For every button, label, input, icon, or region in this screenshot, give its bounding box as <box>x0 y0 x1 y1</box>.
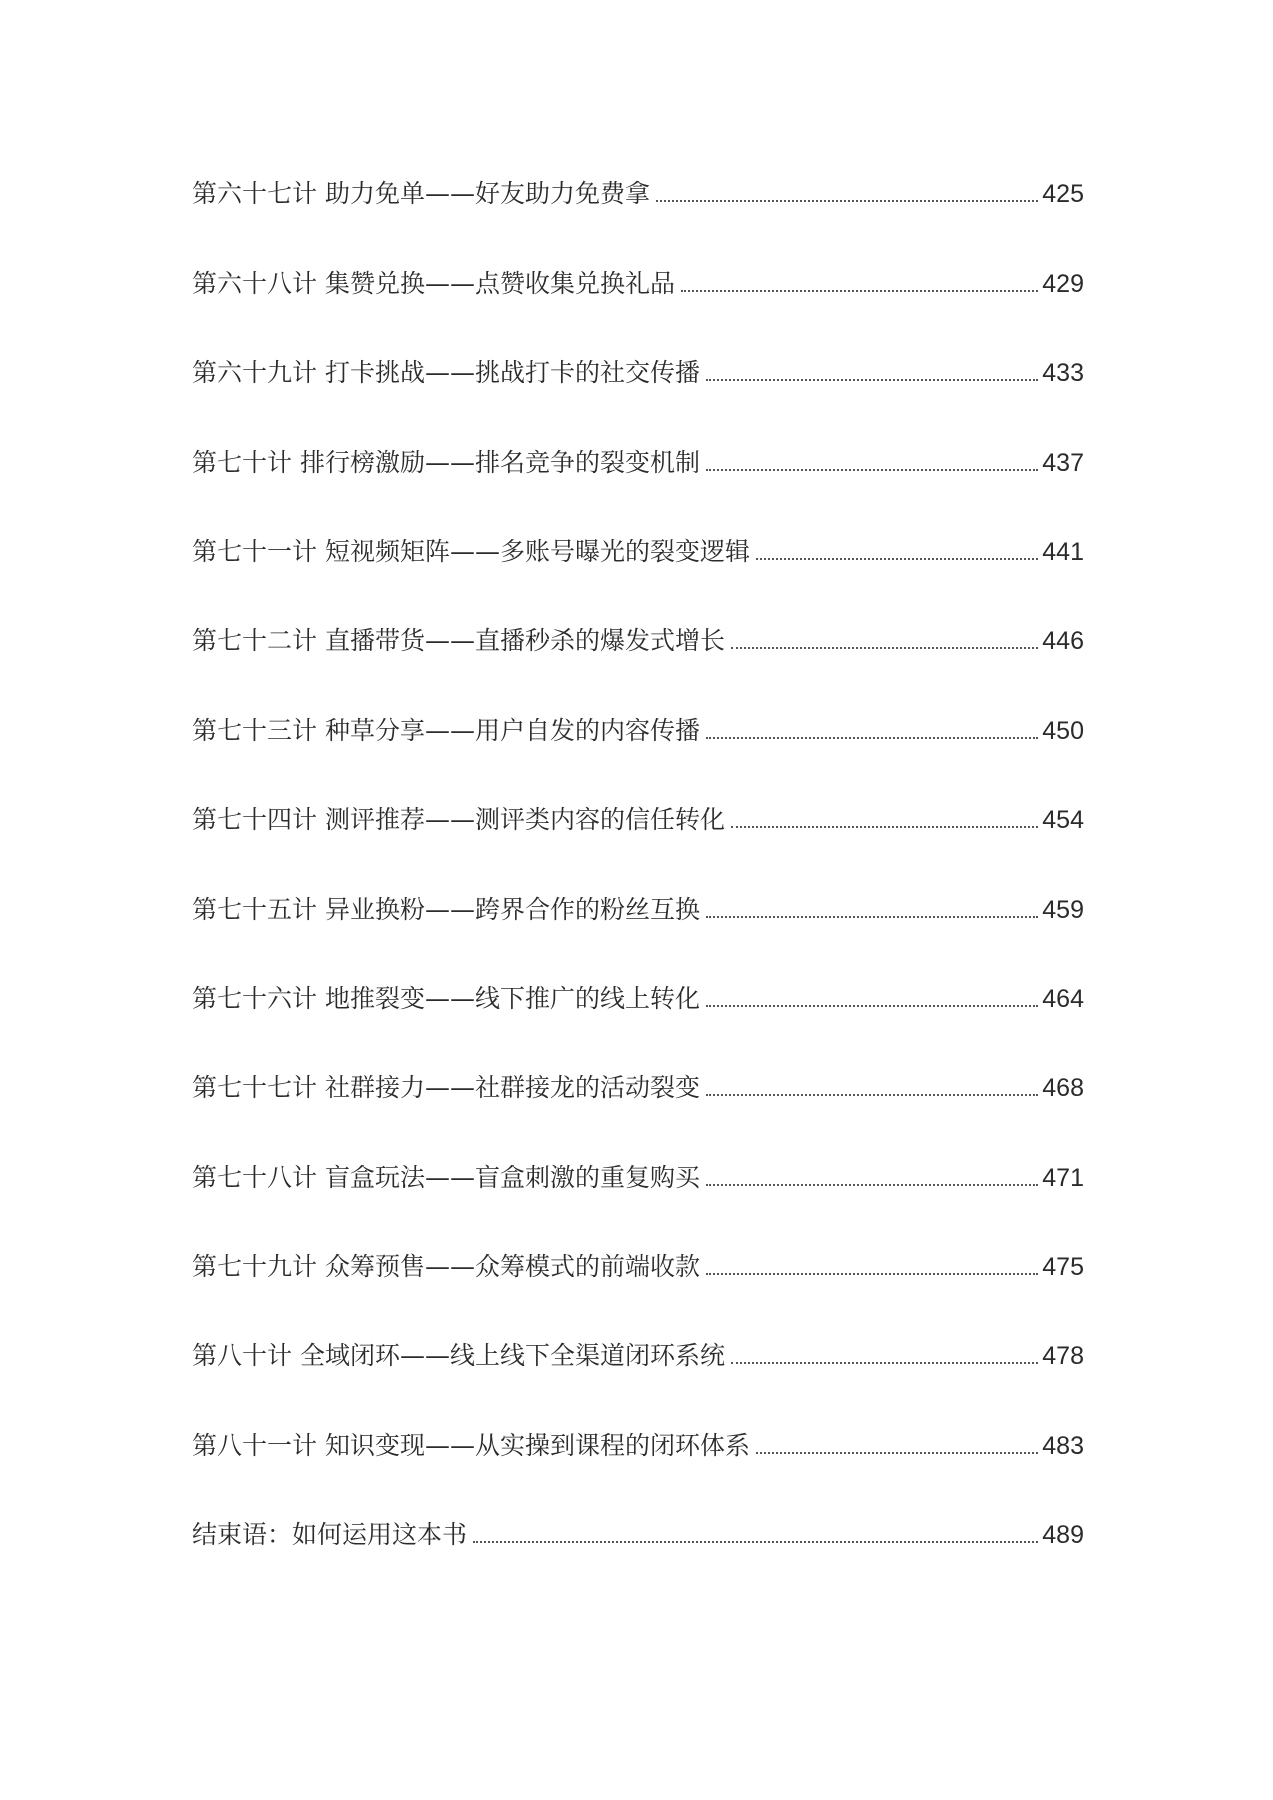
toc-entry[interactable] <box>192 1429 1084 1518</box>
toc-entry-title: 第七十一计 短视频矩阵——多账号曝光的裂变逻辑 <box>192 536 750 566</box>
toc-entry-title: 第六十九计 打卡挑战——挑战打卡的社交传播 <box>192 358 700 388</box>
toc-entry-title: 第六十七计 助力免单——好友助力免费拿 <box>192 179 650 209</box>
dot-leader <box>706 1272 1038 1275</box>
table-of-contents <box>192 178 1084 1608</box>
toc-entry[interactable] <box>192 983 1084 1072</box>
toc-entry-page: 478 <box>1042 1342 1084 1371</box>
toc-entry-title: 第七十六计 地推裂变——线下推广的线上转化 <box>192 983 700 1013</box>
toc-entry-page: 437 <box>1042 448 1084 477</box>
toc-entry-title: 第八十一计 知识变现——从实操到课程的闭环体系 <box>192 1430 750 1460</box>
toc-entry-title: 第七十四计 测评推荐——测评类内容的信任转化 <box>192 805 725 835</box>
toc-entry[interactable] <box>192 267 1084 356</box>
toc-entry-page: 429 <box>1042 269 1084 298</box>
dot-leader <box>756 557 1038 560</box>
toc-entry-title: 第七十三计 种草分享——用户自发的内容传播 <box>192 715 700 745</box>
toc-entry-page: 489 <box>1042 1521 1084 1550</box>
dot-leader <box>731 1361 1038 1364</box>
toc-entry[interactable] <box>192 804 1084 893</box>
toc-entry-title: 第七十计 排行榜激励——排名竞争的裂变机制 <box>192 447 700 477</box>
toc-entry-page: 459 <box>1042 895 1084 924</box>
toc-entry[interactable] <box>192 714 1084 803</box>
toc-entry-page: 483 <box>1042 1431 1084 1460</box>
dot-leader <box>731 646 1038 649</box>
toc-entry-page: 454 <box>1042 806 1084 835</box>
dot-leader <box>706 468 1038 471</box>
toc-entry-page: 464 <box>1042 984 1084 1013</box>
toc-entry-page: 475 <box>1042 1253 1084 1282</box>
toc-entry[interactable] <box>192 1161 1084 1250</box>
toc-entry-title: 第八十计 全域闭环——线上线下全渠道闭环系统 <box>192 1341 725 1371</box>
toc-entry-title: 第七十九计 众筹预售——众筹模式的前端收款 <box>192 1252 700 1282</box>
toc-entry[interactable] <box>192 1519 1084 1608</box>
toc-entry-title: 第七十二计 直播带货——直播秒杀的爆发式增长 <box>192 626 725 656</box>
toc-entry-page: 446 <box>1042 627 1084 656</box>
dot-leader <box>706 915 1038 918</box>
toc-entry[interactable] <box>192 625 1084 714</box>
toc-entry-title: 结束语：如何运用这本书 <box>192 1520 468 1550</box>
dot-leader <box>706 1004 1038 1007</box>
dot-leader <box>656 199 1038 202</box>
toc-entry-page: 450 <box>1042 716 1084 745</box>
toc-entry-page: 425 <box>1042 180 1084 209</box>
toc-entry-title: 第七十八计 盲盒玩法——盲盒刺激的重复购买 <box>192 1162 700 1192</box>
toc-entry-title: 第六十八计 集赞兑换——点赞收集兑换礼品 <box>192 268 675 298</box>
toc-entry[interactable] <box>192 178 1084 267</box>
dot-leader <box>706 378 1038 381</box>
toc-entry[interactable] <box>192 446 1084 535</box>
dot-leader <box>731 825 1038 828</box>
dot-leader <box>706 1183 1038 1186</box>
toc-entry-page: 468 <box>1042 1074 1084 1103</box>
toc-entry-title: 第七十五计 异业换粉——跨界合作的粉丝互换 <box>192 894 700 924</box>
toc-entry[interactable] <box>192 893 1084 982</box>
toc-entry[interactable] <box>192 536 1084 625</box>
toc-entry-page: 441 <box>1042 537 1084 566</box>
toc-entry-page: 471 <box>1042 1163 1084 1192</box>
toc-entry[interactable] <box>192 357 1084 446</box>
dot-leader <box>706 1093 1038 1096</box>
toc-entry-page: 433 <box>1042 359 1084 388</box>
dot-leader <box>681 289 1038 292</box>
toc-entry-title: 第七十七计 社群接力——社群接龙的活动裂变 <box>192 1073 700 1103</box>
dot-leader <box>756 1451 1038 1454</box>
toc-entry[interactable] <box>192 1340 1084 1429</box>
dot-leader <box>706 736 1038 739</box>
dot-leader <box>473 1540 1038 1543</box>
toc-entry[interactable] <box>192 1251 1084 1340</box>
toc-entry[interactable] <box>192 1072 1084 1161</box>
